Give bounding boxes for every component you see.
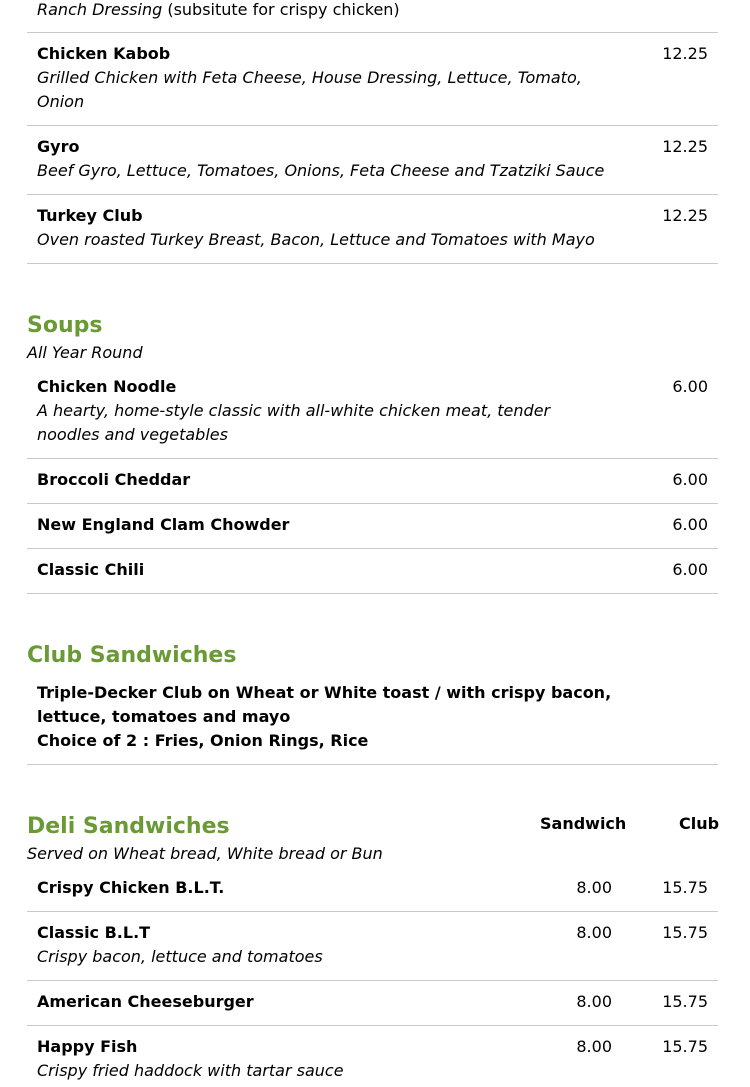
item-name: Chicken Kabob bbox=[37, 44, 171, 63]
item-description: Oven roasted Turkey Breast, Bacon, Lettuce and Tomatoes with Mayo bbox=[37, 230, 595, 249]
section-subtitle: Served on Wheat bread, White bread or Bun bbox=[27, 844, 383, 863]
item-description: Grilled Chicken with Feta Cheese, House Dressing, Lettuce, Tomato, Onion bbox=[37, 68, 582, 111]
item-name: American Cheeseburger bbox=[37, 992, 254, 1011]
item-name: Classic Chili bbox=[37, 560, 145, 579]
item-price-sandwich: 8.00 bbox=[576, 878, 612, 897]
menu-item bbox=[27, 981, 718, 1026]
item-price-club: 15.75 bbox=[662, 923, 708, 942]
menu-item bbox=[27, 195, 718, 264]
section-title-deli-sandwiches: Deli Sandwiches bbox=[27, 814, 230, 839]
item-price: 6.00 bbox=[672, 560, 708, 579]
item-name: Broccoli Cheddar bbox=[37, 470, 191, 489]
menu-item bbox=[27, 912, 718, 981]
section-title-soups: Soups bbox=[27, 313, 103, 338]
item-description: A hearty, home-style classic with all-white chicken meat, tender noodles and vegetables bbox=[37, 401, 551, 444]
item-name: Crispy Chicken B.L.T. bbox=[37, 878, 225, 897]
item-price-sandwich: 8.00 bbox=[576, 1037, 612, 1056]
menu-item bbox=[27, 459, 718, 504]
item-name: Turkey Club bbox=[37, 206, 143, 225]
item-description: Crispy fried haddock with tartar sauce bbox=[37, 1061, 344, 1080]
item-name: Chicken Noodle bbox=[37, 377, 177, 396]
menu-item bbox=[27, 126, 718, 195]
section-subtitle: All Year Round bbox=[27, 343, 143, 362]
previous-item-description bbox=[37, 0, 400, 21]
item-description: Beef Gyro, Lettuce, Tomatoes, Onions, Feta Cheese and Tzatziki Sauce bbox=[37, 161, 605, 180]
column-header-club: Club bbox=[679, 814, 720, 833]
item-name: Gyro bbox=[37, 137, 80, 156]
item-price-club: 15.75 bbox=[662, 878, 708, 897]
item-price: 6.00 bbox=[672, 470, 708, 489]
item-name: Happy Fish bbox=[37, 1037, 138, 1056]
menu-item bbox=[27, 33, 718, 126]
menu-item bbox=[27, 1026, 718, 1087]
item-price-club: 15.75 bbox=[662, 1037, 708, 1056]
item-name: Classic B.L.T bbox=[37, 923, 151, 942]
previous-item-desc-note: (subsitute for crispy chicken) bbox=[162, 0, 400, 19]
item-price-sandwich: 8.00 bbox=[576, 923, 612, 942]
item-price: 12.25 bbox=[662, 137, 708, 156]
column-header-sandwich: Sandwich bbox=[540, 814, 627, 833]
menu-item bbox=[27, 867, 718, 912]
item-description: Crispy bacon, lettuce and tomatoes bbox=[37, 947, 323, 966]
club-sides: Choice of 2 : Fries, Onion Rings, Rice bbox=[37, 731, 369, 750]
menu-item bbox=[27, 672, 718, 765]
menu-item bbox=[27, 549, 718, 594]
item-price-club: 15.75 bbox=[662, 992, 708, 1011]
menu-item bbox=[27, 366, 718, 459]
previous-item-desc-italic: Ranch Dressing bbox=[37, 0, 163, 19]
item-price: 12.25 bbox=[662, 206, 708, 225]
item-price: 6.00 bbox=[672, 515, 708, 534]
club-description: Triple-Decker Club on Wheat or White toast / with crispy bacon, lettuce, tomatoes and mayo bbox=[37, 683, 612, 726]
item-price: 12.25 bbox=[662, 44, 708, 63]
item-price-sandwich: 8.00 bbox=[576, 992, 612, 1011]
menu-item bbox=[27, 504, 718, 549]
section-title-club-sandwiches: Club Sandwiches bbox=[27, 643, 237, 668]
item-name: New England Clam Chowder bbox=[37, 515, 290, 534]
item-price: 6.00 bbox=[672, 377, 708, 396]
